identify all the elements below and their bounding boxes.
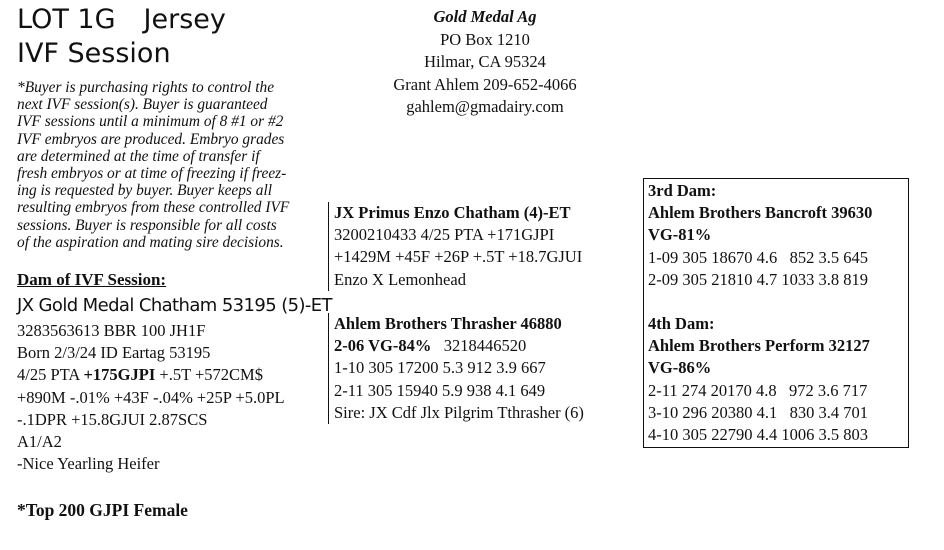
lot-title [17,4,226,36]
fourth-dam-record: 3-10 296 20380 4.1 830 3.4 701 [648,402,868,422]
dam-traits-2: -.1DPR +15.8GJUI 2.87SCS [17,409,208,429]
disclaimer-line: *Buyer is purchasing rights to control the [17,79,275,96]
fourth-dam-score: VG-86% [648,358,712,378]
breed-label: Jersey [143,4,226,35]
pedigree-box [643,178,909,448]
sire-pta: 3200210433 4/25 PTA +171GJPI [334,225,555,245]
gjpi-value: +175GJPI [83,365,156,385]
third-dam-heading: 3rd Dam: [648,181,717,200]
granddam-score: 2-06 VG-84% [334,336,432,356]
third-dam-score: VG-81% [648,225,712,245]
sire-block [328,202,582,291]
disclaimer-line: fresh embryos or at time of freezing if freez- [17,165,287,183]
lot-number: LOT 1G [17,4,116,35]
spacer [648,291,908,313]
fourth-dam-record: 4-10 305 22790 4.4 1006 3.5 803 [648,425,868,445]
disclaimer-line: resulting embryos from these controlled IVF [17,199,290,217]
dam-comment: -Nice Yearling Heifer [17,454,160,474]
dam-pta [17,364,285,386]
pta-rest: +.5T +572CM$ [155,365,263,385]
granddam-score-line [334,335,584,357]
disclaimer-line: next IVF session(s). Buyer is guaranteed [17,96,268,114]
dam-birth: Born 2/3/24 ID Eartag 53195 [17,343,211,363]
granddam-registration: 3218446520 [431,336,527,356]
disclaimer-line: IVF embryos are produced. Embryo grades [17,130,285,148]
granddam-block [328,313,584,424]
company-contact: Grant Ahlem 209-652-4066 [393,74,577,94]
granddam-name: Ahlem Brothers Thrasher 46880 [334,314,562,333]
disclaimer-line: ing is requested by buyer. Buyer keeps all [17,182,273,200]
company-address: PO Box 1210 [440,29,530,49]
third-dam-record: 1-09 305 18670 4.6 852 3.5 645 [648,247,868,267]
top-200-note: *Top 200 GJPI Female [17,500,188,520]
disclaimer-line: are determined at the time of transfer if [17,147,260,165]
granddam-sire: Sire: JX Cdf Jlx Pilgrim Tthrasher (6) [334,402,584,422]
dam-beta-casein: A1/A2 [17,432,62,452]
dam-info [17,320,285,475]
disclaimer-line: of the aspiration and mating sire decisions. [17,233,284,251]
session-title: IVF Session [17,38,171,69]
company-email: gahlem@gmadairy.com [406,97,564,116]
fourth-dam-record: 2-11 274 20170 4.8 972 3.6 717 [648,380,868,400]
fourth-dam-heading: 4th Dam: [648,314,715,334]
third-dam-name: Ahlem Brothers Bancroft 39630 [648,203,873,223]
sire-traits: +1429M +45F +26P +.5T +18.7GJUI [334,247,583,267]
pta-label: 4/25 PTA [17,365,84,385]
sire-name: JX Primus Enzo Chatham (4)-ET [334,203,571,222]
sire-pedigree: Enzo X Lemonhead [334,269,466,289]
company-info [360,6,610,119]
disclaimer-line: sessions. Buyer is responsible for all costs [17,216,277,234]
third-dam-record: 2-09 305 21810 4.7 1033 3.8 819 [648,269,868,289]
dam-heading: Dam of IVF Session: [17,270,167,289]
disclaimer [17,79,335,251]
fourth-dam-name: Ahlem Brothers Perform 32127 [648,336,870,356]
dam-name: JX Gold Medal Chatham 53195 (5)-ET [17,295,332,316]
company-city: Hilmar, CA 95324 [424,52,546,71]
dam-traits: +890M -.01% +43F -.04% +25P +5.0PL [17,387,285,407]
company-name: Gold Medal Ag [433,7,537,26]
granddam-record: 2-11 305 15940 5.9 938 4.1 649 [334,380,546,400]
granddam-record: 1-10 305 17200 5.3 912 3.9 667 [334,358,546,378]
disclaimer-line: IVF sessions until a minimum of 8 #1 or #2 [17,113,284,131]
dam-registration: 3283563613 BBR 100 JH1F [17,321,206,340]
